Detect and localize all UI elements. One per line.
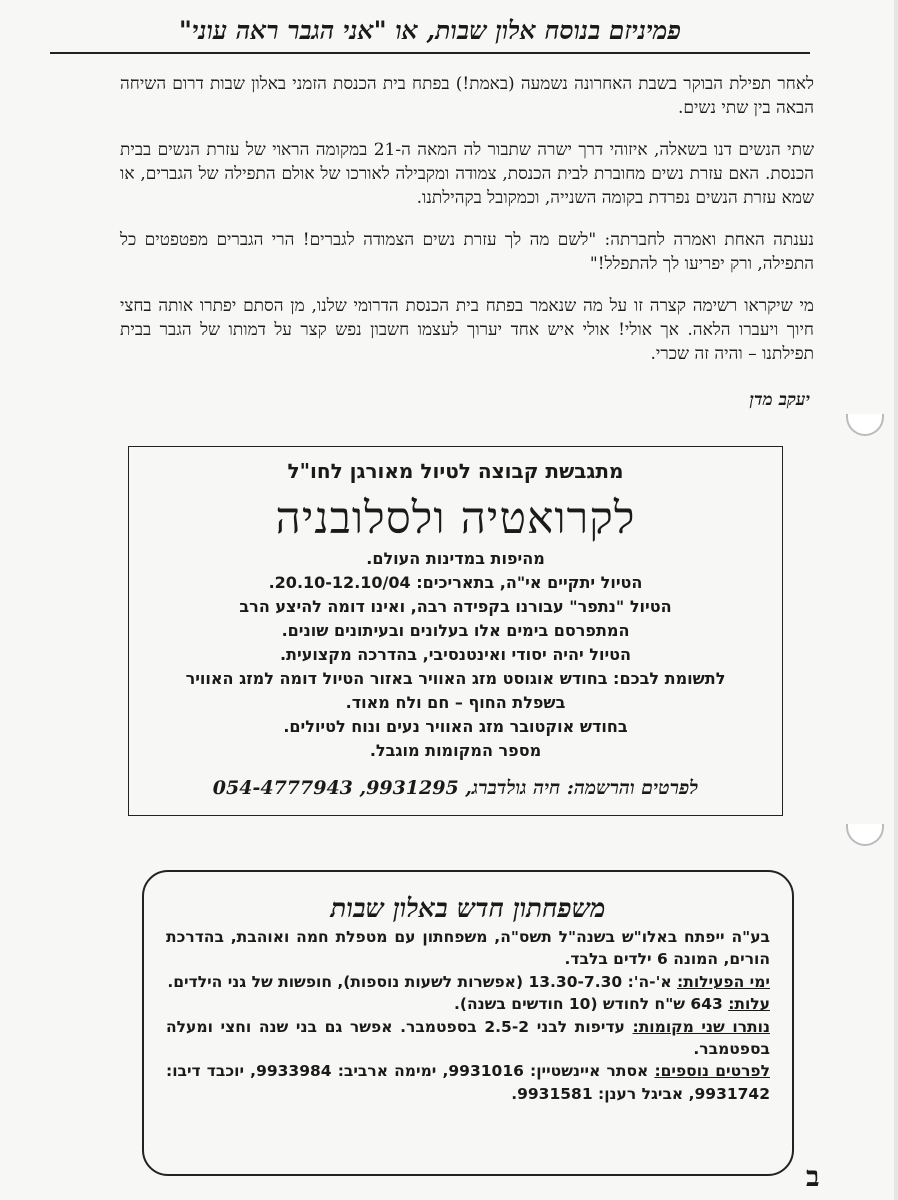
trip-ad-heading: מתגבשת קבוצה לטיול מאורגן לחו"ל: [287, 459, 624, 483]
article-body: [120, 72, 814, 384]
trip-ad-line: לתשומת לבכם: בחודש אוגוסט מזג האוויר באזור הטיול דומה למזג האוויר: [185, 669, 726, 688]
article-paragraph: נענתה האחת ואמרה לחברתה: "לשם מה לך עזרת נשים הצמודה לגברים! הרי הגברים מפטפטים כל התפילה, ורק יפריעו לך להתפלל!": [120, 230, 814, 274]
page-edge-shadow: [894, 0, 898, 1200]
trip-ad-line: הטיול יתקיים אי"ה, בתאריכים: 20.10-12.10/04.: [268, 573, 643, 592]
trip-ad-details: [129, 547, 782, 763]
daycare-ad-body: [166, 926, 770, 1105]
daycare-spots-label: נותרו שני מקומות:: [632, 1017, 770, 1036]
article-paragraph: מי שיקראו רשימה קצרה זו על מה שנאמר בפתח בית הכנסת הדרומי שלנו, מן הסתם יפתרו אותה בחצי חיוך ויעברו הלאה. אך אולי! אולי איש אחד יערוך לעצמו חשבון נפש קצר על דמותו של הגבר בבית תפילתנו – והיה זה שכרי.: [120, 296, 814, 364]
trip-ad-line: מהיפות במדינות העולם.: [366, 549, 545, 568]
trip-ad-box: [128, 446, 783, 816]
daycare-ad-cost: [166, 993, 770, 1015]
daycare-hours-text: א'-ה': 13.30-7.30 (אפשרות לשעות נוספות), חופשות של גני הילדים.: [167, 972, 678, 991]
page-letter-mark: ב: [806, 1160, 820, 1193]
article-paragraph: שתי הנשים דנו בשאלה, איזוהי דרך ישרה שתבור לה המאה ה-21 במקומה הראוי של עזרת הנשים בבית הכנסת. האם עזרת נשים מחוברת לבית הכנסת, צמודה ומקבילה לאורכו של אולם התפילה של הגברים, או שמא עזרת הנשים נפרדת בקומה השנייה, וכמקובל בקהילתנו.: [120, 140, 815, 208]
trip-ad-line: הטיול "נתפר" עבורנו בקפידה רבה, ואינו דומה להיצע הרב: [239, 597, 672, 616]
daycare-ad-title: משפחתון חדש באלון שבות: [330, 894, 606, 924]
daycare-cost-label: עלות:: [728, 995, 770, 1014]
article-headline: פמיניזם בנוסח אלון שבות, או "אני הגבר ראה עוני": [50, 14, 810, 54]
trip-ad-line: מספר המקומות מוגבל.: [369, 741, 542, 760]
daycare-ad-box: [142, 870, 794, 1176]
daycare-details-text: אסתר איינשטיין: 9931016, ימימה ארביב: 9933984, יוכבד דיבו: 9931742, אביגל רענן: 9931581.: [166, 1062, 770, 1103]
trip-ad-line: המתפרסם בימים אלו בעלונים ובעיתונים שונים.: [281, 621, 630, 640]
daycare-spots-text: עדיפות לבני 2.5-2 בספטמבר. אפשר גם בני שנה וחצי ומעלה בספטמבר.: [166, 1017, 770, 1059]
trip-ad-line: בחודש אוקטובר מזג האוויר נעים ונוח לטיולים.: [283, 717, 628, 736]
trip-ad-contact: לפרטים והרשמה: חיה גולדברג, 9931295, 054-4777943: [212, 777, 699, 799]
daycare-ad-details: [166, 1060, 770, 1105]
daycare-ad-spots: [166, 1016, 770, 1061]
trip-ad-title: לקרואטיה ולסלובניה: [275, 493, 636, 544]
daycare-details-label: לפרטים נוספים:: [654, 1062, 770, 1081]
article-author: יעקב מדן: [749, 390, 810, 410]
trip-ad-line: הטיול יהיה יסודי ואינטנסיבי, בהדרכה מקצועית.: [279, 645, 632, 664]
daycare-cost-text: 643 ש"ח לחודש (10 חודשים בשנה).: [454, 995, 729, 1014]
trip-ad-line: בשפלת החוף – חם ולח מאוד.: [345, 693, 566, 712]
daycare-ad-hours: [166, 971, 770, 993]
daycare-ad-intro: בע"ה ייפתח באלו"ש בשנה"ל תשס"ה, משפחתון עם מטפלת חמה ואוהבת, בהדרכת הורים, המונה 6 ילדים בלבד.: [166, 928, 770, 969]
article-paragraph: לאחר תפילת הבוקר בשבת האחרונה נשמעה (באמת!) בפתח בית הכנסת הזמני באלון שבות דרום השיחה הבאה בין שתי נשים.: [120, 74, 814, 118]
daycare-hours-label: ימי הפעילות:: [677, 972, 770, 991]
